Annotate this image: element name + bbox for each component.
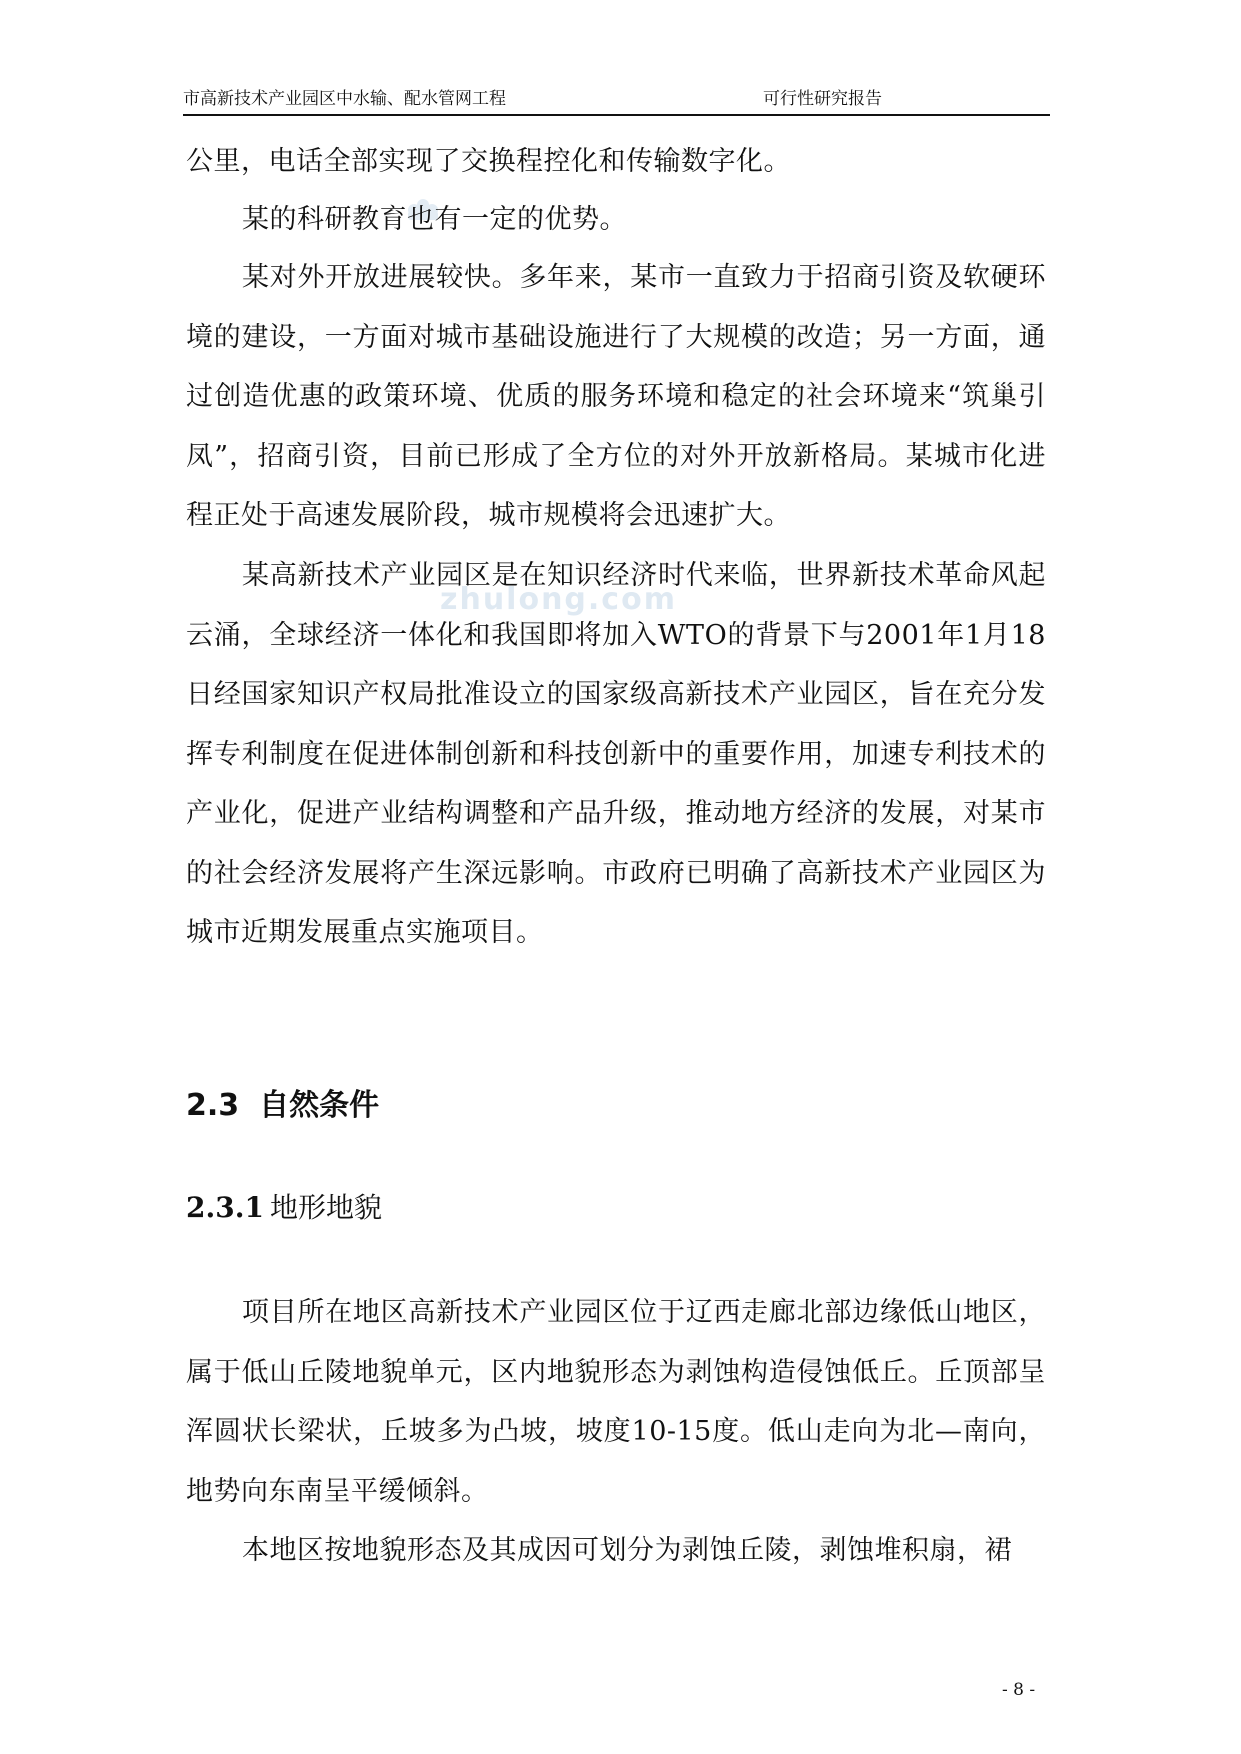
paragraph: 某对外开放进展较快。多年来，某市一直致力于招商引资及软硬环境的建设，一方面对城市基础设施进行了大规模的改造；另一方面，通过创造优惠的政策环境、优质的服务环境和稳定的社会环境来“筑巢引凤”，招商引资，目前已形成了全方位的对外开放新格局。某城市化进程正处于高速发展阶段，城市规模将会迅速扩大。 bbox=[186, 262, 1046, 531]
section-heading bbox=[186, 1086, 379, 1126]
subsection-number: 2.3.1 bbox=[186, 1191, 264, 1224]
paragraph: 某的科研教育也有一定的优势。 bbox=[242, 204, 627, 235]
subsection-heading bbox=[186, 1188, 382, 1228]
header-report-type: 可行性研究报告 bbox=[763, 89, 882, 109]
subsection-title-text: 地形地貌 bbox=[269, 1191, 382, 1224]
section-title-text: 自然条件 bbox=[259, 1088, 380, 1123]
page-number: - 8 - bbox=[1002, 1680, 1036, 1700]
paragraph: 某高新技术产业园区是在知识经济时代来临，世界新技术革命风起云涌，全球经济一体化和我国即将加入WTO的背景下与2001年1月18日经国家知识产权局批准设立的国家级高新技术产业园区，旨在充分发挥专利制度在促进体制创新和科技创新中的重要作用，加速专利技术的产业化，促进产业结构调整和产品升级，推动地方经济的发展，对某市的社会经济发展将产生深远影响。市政府已明确了高新技术产业园区为城市近期发展重点实施项目。 bbox=[186, 560, 1046, 948]
watermark: zhulong.com bbox=[440, 582, 677, 617]
header-divider bbox=[183, 114, 1050, 116]
paragraph: 项目所在地区高新技术产业园区位于辽西走廊北部边缘低山地区，属于低山丘陵地貌单元，区内地貌形态为剥蚀构造侵蚀低丘。丘顶部呈浑圆状长梁状，丘坡多为凸坡，坡度10-15度。低山走向为北—南向，地势向东南呈平缓倾斜。 bbox=[186, 1297, 1046, 1507]
page-header bbox=[183, 84, 1050, 114]
paragraph: 公里，电话全部实现了交换程控化和传输数字化。 bbox=[186, 146, 791, 177]
header-project-title: 市高新技术产业园区中水输、配水管网工程 bbox=[183, 89, 506, 109]
section-number: 2.3 bbox=[186, 1088, 240, 1123]
paragraph: 本地区按地貌形态及其成因可划分为剥蚀丘陵，剥蚀堆积扇，裙 bbox=[242, 1535, 1012, 1566]
